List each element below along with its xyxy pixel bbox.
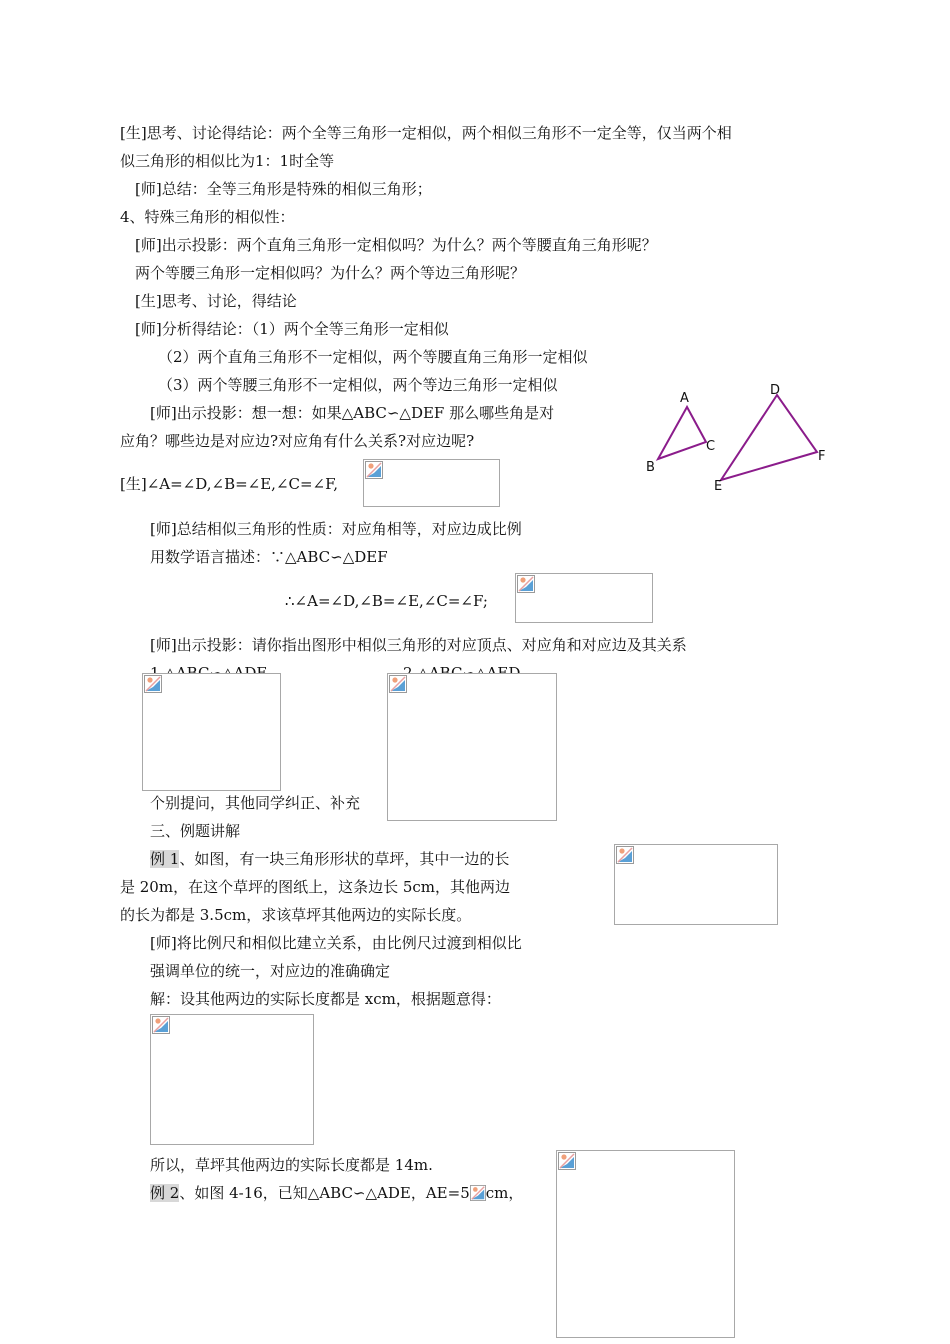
image-placeholder bbox=[387, 673, 557, 821]
example-text: 、如图，有一块三角形形状的草坪，其中一边的长 bbox=[179, 850, 510, 868]
broken-image-icon bbox=[365, 461, 383, 479]
text-line: 两个等腰三角形一定相似吗？为什么？两个等边三角形呢？ bbox=[135, 264, 526, 282]
section-heading: 三、例题讲解 bbox=[150, 822, 241, 840]
text-line: [师]总结相似三角形的性质：对应角相等，对应边成比例 bbox=[150, 520, 522, 538]
similar-triangles-figure bbox=[640, 380, 840, 500]
example-label: 例 1 bbox=[150, 850, 180, 868]
text-line: [师]分析得结论：（1）两个全等三角形一定相似 bbox=[135, 320, 449, 338]
triangle-abc bbox=[658, 407, 706, 459]
image-placeholder bbox=[556, 1150, 735, 1338]
text-line: 个别提问，其他同学纠正、补充 bbox=[150, 794, 361, 812]
example-label: 例 2 bbox=[150, 1184, 180, 1202]
broken-image-icon bbox=[389, 675, 407, 693]
broken-image-icon bbox=[152, 1016, 170, 1034]
text-line: [师]出示投影：两个直角三角形一定相似吗？为什么？两个等腰直角三角形呢？ bbox=[135, 236, 657, 254]
image-placeholder bbox=[150, 1014, 314, 1145]
example-text: cm， bbox=[485, 1184, 524, 1202]
vertex-label-e: E bbox=[714, 479, 723, 494]
vertex-label-b: B bbox=[646, 460, 655, 475]
example-line bbox=[150, 849, 509, 869]
text-line: 似三角形的相似比为1：1时全等 bbox=[120, 152, 335, 170]
broken-image-icon bbox=[558, 1152, 576, 1170]
text-line: 强调单位的统一，对应边的准确确定 bbox=[150, 962, 391, 980]
text-line: （3）两个等腰三角形不一定相似，两个等边三角形一定相似 bbox=[158, 376, 558, 394]
broken-image-icon bbox=[470, 1185, 486, 1201]
text-line: 应角？哪些边是对应边?对应角有什么关系?对应边呢? bbox=[120, 432, 475, 450]
text-line: 的长为都是 3.5cm，求该草坪其他两边的实际长度。 bbox=[120, 906, 472, 924]
text-line: （2）两个直角三角形不一定相似，两个等腰直角三角形一定相似 bbox=[158, 348, 588, 366]
broken-image-icon bbox=[144, 675, 162, 693]
text-line: [生]思考、讨论得结论：两个全等三角形一定相似，两个相似三角形不一定全等，仅当两个相 bbox=[120, 124, 732, 142]
text-line: [师]总结：全等三角形是特殊的相似三角形； bbox=[135, 180, 432, 198]
text-line: [师]出示投影：想一想：如果△ABC∽△DEF 那么哪些角是对 bbox=[150, 404, 555, 422]
text-line: 所以，草坪其他两边的实际长度都是 14m. bbox=[150, 1156, 433, 1174]
section-heading: 4、特殊三角形的相似性： bbox=[120, 208, 295, 226]
broken-image-icon bbox=[616, 846, 634, 864]
image-placeholder bbox=[614, 844, 778, 925]
image-placeholder bbox=[515, 573, 653, 623]
example-text: 、如图 4-16，已知△ABC∽△ADE，AE=5 bbox=[179, 1184, 470, 1202]
broken-image-icon bbox=[517, 575, 535, 593]
triangle-def bbox=[721, 395, 817, 480]
vertex-label-a: A bbox=[680, 391, 689, 406]
vertex-label-c: C bbox=[706, 439, 716, 454]
image-placeholder bbox=[363, 459, 500, 507]
text-line: 是 20m，在这个草坪的图纸上，这条边长 5cm，其他两边 bbox=[120, 878, 511, 896]
text-line: [生]思考、讨论，得结论 bbox=[135, 292, 297, 310]
text-line: [师]出示投影：请你指出图形中相似三角形的对应顶点、对应角和对应边及其关系 bbox=[150, 636, 687, 654]
text-line: [师]将比例尺和相似比建立关系，由比例尺过渡到相似比 bbox=[150, 934, 522, 952]
text-line: 用数学语言描述：∵△ABC∽△DEF bbox=[150, 548, 388, 566]
text-line: [生]∠A=∠D,∠B=∠E,∠C=∠F, bbox=[120, 475, 338, 493]
example-line bbox=[150, 1183, 523, 1203]
vertex-label-d: D bbox=[770, 383, 781, 398]
text-line: 解：设其他两边的实际长度都是 xcm，根据题意得： bbox=[150, 990, 501, 1008]
vertex-label-f: F bbox=[818, 449, 826, 464]
image-placeholder bbox=[142, 673, 281, 791]
text-line: ∴∠A=∠D,∠B=∠E,∠C=∠F; bbox=[285, 592, 488, 610]
